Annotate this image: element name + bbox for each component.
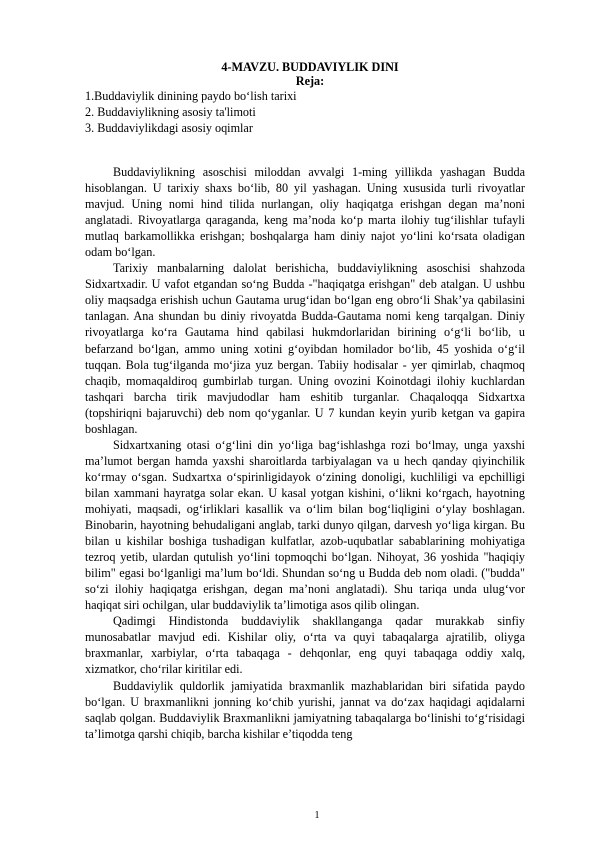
plan-heading: Reja: <box>295 74 325 88</box>
plan-item: 1.Buddaviylik dinining paydo bo‘lish tarixi <box>85 89 297 103</box>
paragraph: Buddaviylik quldorlik jamiyatida braxmanlik mazhablaridan biri sifatida paydo bo‘lgan. U braxmanlikni jonning ko‘chib yurishi, jannat va do‘zax haqidagi aqidalarni saqlab qolgan. Buddaviylik Braxmanlikni jamiyatning tabaqalarga bo‘linishi to‘g‘risidagi ta’limotga qarshi chiqib, barcha kishilar e’tiqodda teng <box>85 678 525 741</box>
paragraph: Buddaviylikning asoschisi miloddan avvalgi 1-ming yillikda yashagan Budda hisoblangan. U tarixiy shaxs bo‘lib, 80 yil yashagan. Uning xususida turli rivoyatlar mavjud. Uning nomi hind tilida nurlangan, oliy haqiqatga erishgan degan ma’noni anglatadi. Rivoyatlarga qaraganda, keng ma’noda ko‘p marta ilohiy tug‘ilishlar tufayli mutlaq barkamollikka erishgan; boshqalarga ham diniy najot yo‘lini ko‘rsata oladigan odam bo‘lgan. <box>85 165 525 260</box>
page-number: 1 <box>314 810 320 821</box>
document-title: 4-MAVZU. BUDDAVIYLIK DINI <box>221 60 399 74</box>
plan-list <box>85 88 525 136</box>
paragraph: Tarixiy manbalarning dalolat berishicha, buddaviylikning asoschisi shahzoda Sidxartxadir. U vafot etgandan so‘ng Budda -"haqiqatga erishgan" deb atalgan. U ushbu oliy maqsadga erishish uchun Gautama urug‘idan bo‘lgan eng obro‘li Shak’ya qabilasini tanlagan. Ana shundan bu diniy rivoyatda Budda-Gautama nomi keng tarqalgan. Diniy rivoyatlarga ko‘ra Gautama hind qabilasi hukmdorlaridan birining o‘g‘li bo‘lib, u befarzand bo‘lgan, ammo uning xotini g‘oyibdan homilador bo‘lib, 45 yoshida o‘g‘il tuqqan. Bola tug‘ilganda mo‘jiza yuz bergan. Tabiiy hodisalar - yer qimirlab, chaqmoq chaqib, momaqaldiroq gumbirlab turgan. Uning ovozini Koinotdagi ilohiy kuchlardan tashqari barcha tirik mavjudodlar ham eshitib turganlar. Chaqaloqqa Sidxartxa (topshiriqni bajaruvchi) deb nom qo‘yganlar. U 7 kundan keyin yurib ketgan va gapira boshlagan. <box>85 261 525 436</box>
plan-item: 2. Buddaviylikning asosiy ta'limoti <box>85 105 256 119</box>
paragraph: Sidxartxaning otasi o‘g‘lini din yo‘liga bag‘ishlashga rozi bo‘lmay, unga yaxshi ma’lumot bergan hamda yaxshi sharoitlarda tarbiyalagan va u hech qanday qiyinchilik ko‘rmay o‘sgan. Sudxartxa o‘spirinligidayok o‘zining donoligi, kuchliligi va epchilligi bilan xammani hayratga solar ekan. U kasal yotgan kishini, o‘likni ko‘rgach, hayotning mohiyati, maqsadi, og‘irliklari kasallik va o‘lim bilan bog‘liqligini o‘ylay boshlagan. Binobarin, hayotning behudaligani anglab, tarki dunyo qilgan, darvesh yo‘liga kirgan. Bu bilan u kishilar boshiga tushadigan kulfatlar, azob-uqubatlar sabablarining mohiyatiga tezroq yetib, ulardan qutulish yo‘lini topmoqchi bo‘lgan. Nihoyat, 36 yoshida "haqiqiy bilim" egasi bo‘lganligi ma’lum bo‘ldi. Shundan so‘ng u Budda deb nom oladi. ("budda" so‘zi ilohiy haqiqatga erishgan, degan ma’noni anglatadi). Shu tariqa unda ulug‘vor haqiqat siri ochilgan, ular buddaviylik ta’limotiga asos qilib olingan. <box>85 437 525 613</box>
plan-item: 3. Buddaviylikdagi asosiy oqimlar <box>85 121 253 135</box>
body-text <box>85 164 525 742</box>
paragraph: Qadimgi Hindistonda buddaviylik shakllanganga qadar murakkab sinfiy munosabatlar mavjud edi. Kishilar oliy, o‘rta va quyi tabaqalarga ajratilib, oliyga braxmanlar, xarbiylar, o‘rta tabaqaga - dehqonlar, eng quyi tabaqaga oddiy xalq, xizmatkor, cho‘rilar kiritilar edi. <box>85 614 525 677</box>
